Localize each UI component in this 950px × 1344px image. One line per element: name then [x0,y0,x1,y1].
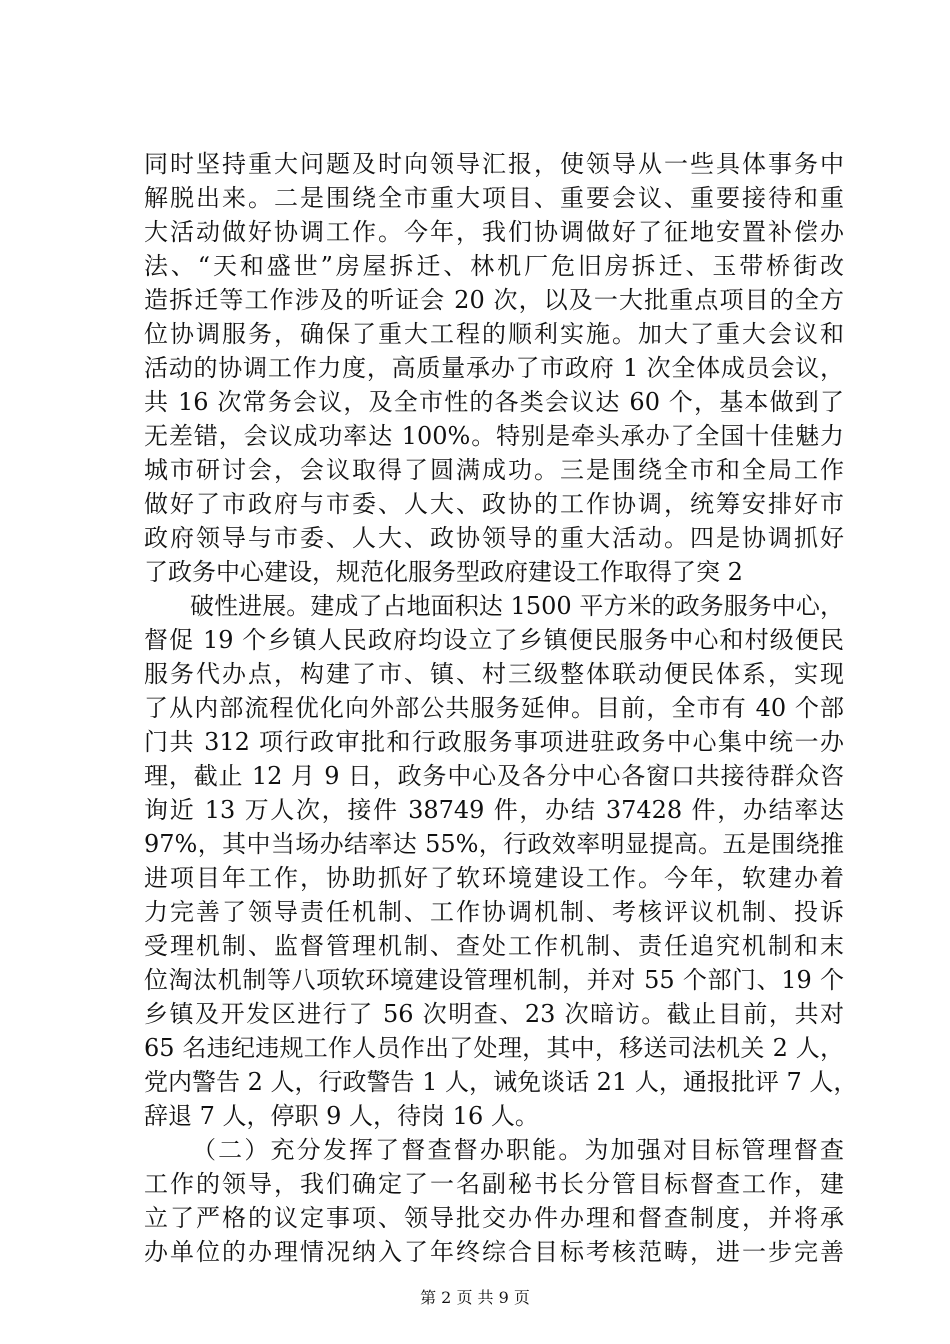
text-line: 政府领导与市委、人大、政协领导的重大活动。四是协调抓好 [144,524,844,552]
text-line: 辞退 7 人，停职 9 人，待岗 16 人。 [144,1102,539,1130]
text-line: 造拆迁等工作涉及的听证会 20 次，以及一大批重点项目的全方 [144,286,844,314]
text-line: 活动的协调工作力度，高质量承办了市政府 1 次全体成员会议， [144,354,844,382]
body-text [144,147,858,1269]
text-line: 办单位的办理情况纳入了年终综合目标考核范畴，进一步完善 [144,1238,844,1266]
text-line: 无差错，会议成功率达 100%。特别是牵头承办了全国十佳魅力 [144,422,844,450]
text-line: 理，截止 12 月 9 日，政务中心及各分中心各窗口共接待群众咨 [144,762,844,790]
text-line: 大活动做好协调工作。今年，我们协调做好了征地安置补偿办 [144,218,844,246]
text-line: 位淘汰机制等八项软环境建设管理机制，并对 55 个部门、19 个 [144,966,844,994]
text-line: 立了严格的议定事项、领导批交办件办理和督查制度，并将承 [144,1204,844,1232]
text-line: 同时坚持重大问题及时向领导汇报，使领导从一些具体事务中 [144,150,844,178]
text-line: 询近 13 万人次，接件 38749 件，办结 37428 件，办结率达 [144,796,844,824]
text-line: 了政务中心建设，规范化服务型政府建设工作取得了突 2 [144,558,743,586]
text-line: 65 名违纪违规工作人员作出了处理，其中，移送司法机关 2 人， [144,1034,844,1062]
text-line: 城市研讨会，会议取得了圆满成功。三是围绕全市和全局工作 [144,456,844,484]
text-line: 服务代办点，构建了市、镇、村三级整体联动便民体系，实现 [144,660,844,688]
text-line: 乡镇及开发区进行了 56 次明查、23 次暗访。截止目前，共对 [144,1000,844,1028]
text-line: 受理机制、监督管理机制、查处工作机制、责任追究机制和末 [144,932,844,960]
page-footer: 第 2 页 共 9 页 [420,1288,530,1307]
text-line: 门共 312 项行政审批和行政服务事项进驻政务中心集中统一办 [144,728,844,756]
text-line: 共 16 次常务会议，及全市性的各类会议达 60 个，基本做到了 [144,388,844,416]
text-line: 督促 19 个乡镇人民政府均设立了乡镇便民服务中心和村级便民 [144,626,844,654]
text-line: 党内警告 2 人，行政警告 1 人，诫免谈话 21 人，通报批评 7 人， [144,1068,858,1096]
text-line: 力完善了领导责任机制、工作协调机制、考核评议机制、投诉 [144,898,844,926]
paragraph-start-line: （二）充分发挥了督查督办职能。为加强对目标管理督查 [192,1136,844,1164]
text-line: 进项目年工作，协助抓好了软环境建设工作。今年，软建办着 [144,864,844,892]
paragraph-start-line: 破性进展。建成了占地面积达 1500 平方米的政务服务中心， [190,592,844,620]
text-line: 工作的领导，我们确定了一名副秘书长分管目标督查工作，建 [144,1170,844,1198]
text-line: 法、“天和盛世”房屋拆迁、林机厂危旧房拆迁、玉带桥街改 [144,252,844,280]
text-line: 97%，其中当场办结率达 55%，行政效率明显提高。五是围绕推 [144,830,844,858]
text-line: 做好了市政府与市委、人大、政协的工作协调，统筹安排好市 [144,490,844,518]
text-line: 了从内部流程优化向外部公共服务延伸。目前，全市有 40 个部 [144,694,844,722]
text-line: 解脱出来。二是围绕全市重大项目、重要会议、重要接待和重 [144,184,844,212]
text-line: 位协调服务，确保了重大工程的顺利实施。加大了重大会议和 [144,320,844,348]
